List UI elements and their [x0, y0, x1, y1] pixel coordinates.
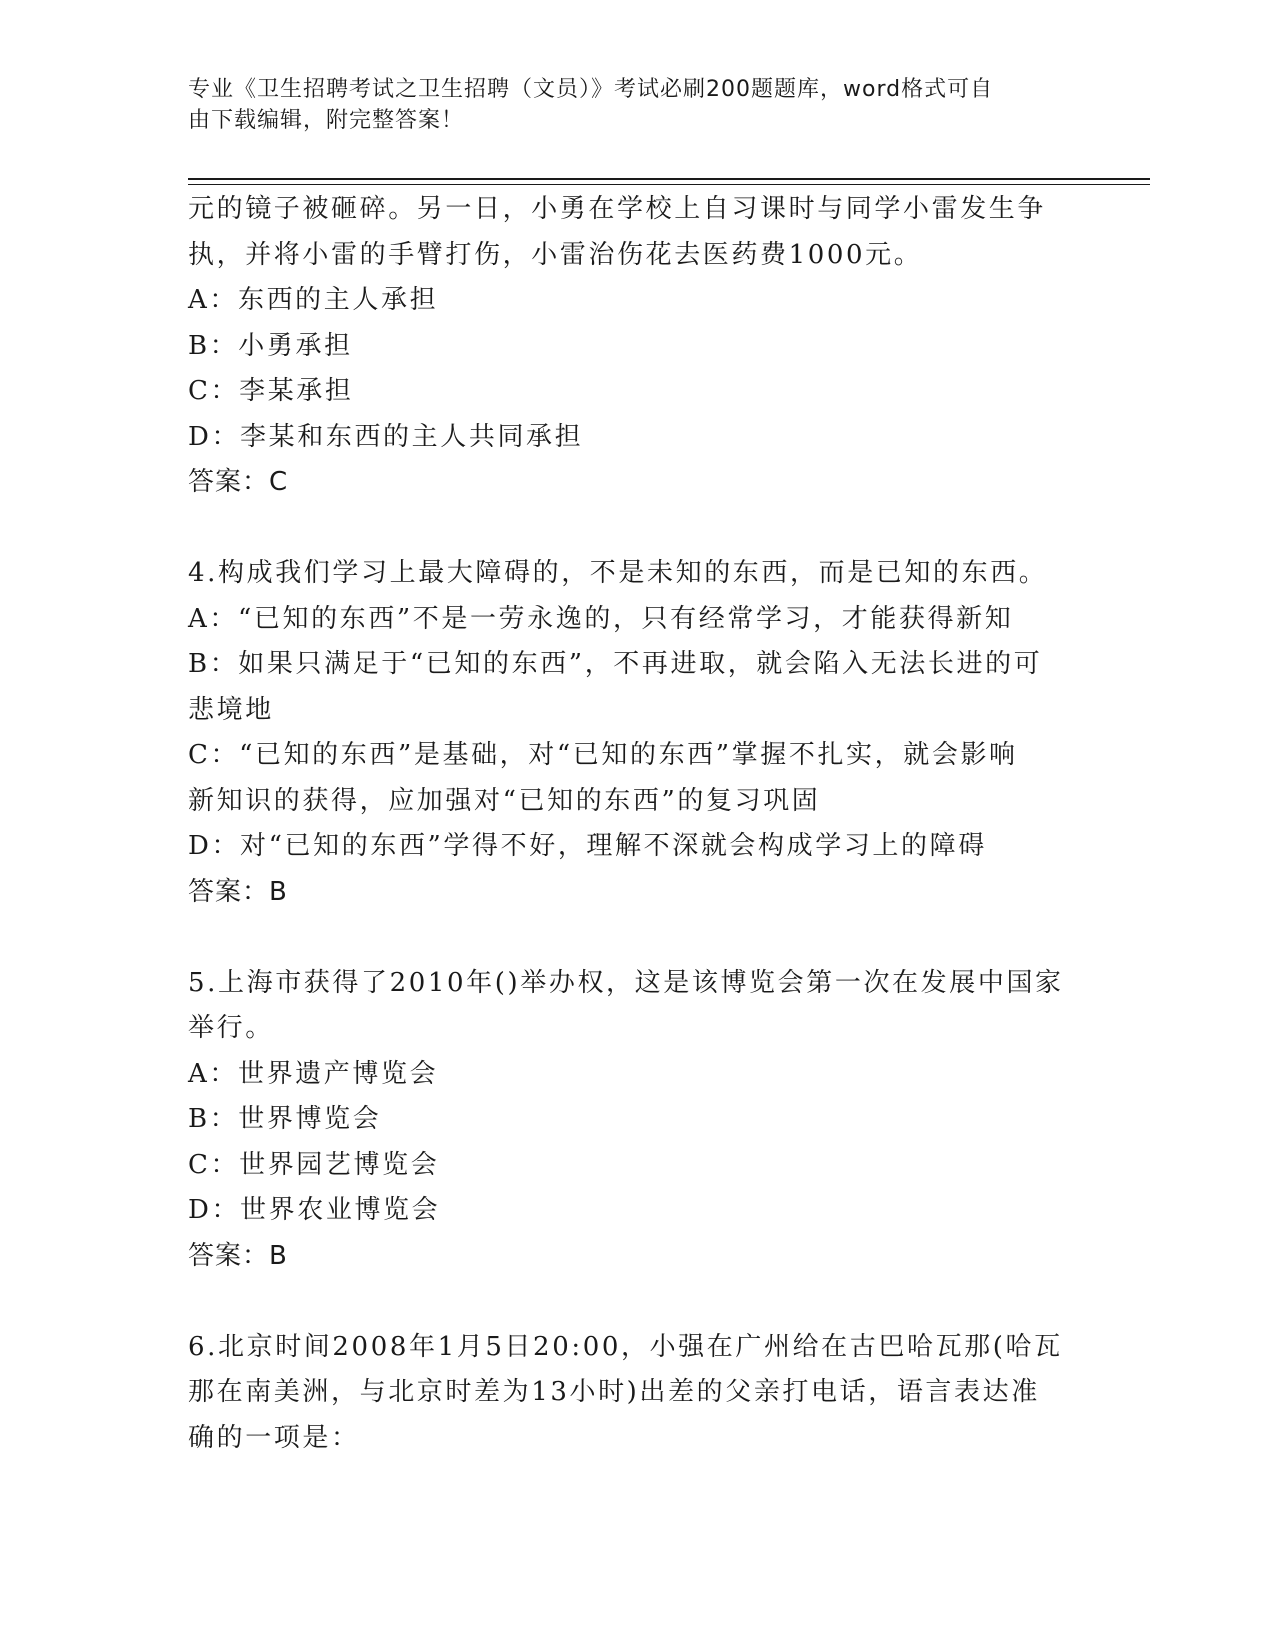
question-5-answer: 答案：B: [188, 1240, 288, 1271]
question-4-option-b-line-2: 悲境地: [188, 694, 274, 725]
question-5-block: [188, 961, 1088, 1280]
header-title-line-1: 专业《卫生招聘考试之卫生招聘（文员）》考试必刷200题题库，word格式可自: [188, 77, 994, 102]
question-3-block: [188, 187, 1088, 506]
header-divider-thick: [188, 178, 1150, 180]
question-4-text: 4.构成我们学习上最大障碍的，不是未知的东西，而是已知的东西。: [188, 558, 1048, 588]
question-3-option-c: C：李某承担: [188, 376, 354, 406]
question-3-option-a: A：东西的主人承担: [188, 285, 439, 315]
question-3-option-d: D：李某和东西的主人共同承担: [188, 421, 584, 452]
question-spacer: [188, 915, 1088, 961]
question-3-answer: 答案：C: [188, 467, 289, 497]
question-content: [188, 187, 1088, 1461]
question-4-answer: 答案：B: [188, 876, 288, 907]
question-5-option-b: B：世界博览会: [188, 1104, 382, 1134]
question-spacer: [188, 1279, 1088, 1325]
question-6-block: [188, 1325, 1088, 1462]
header-title-line-2: 由下载编辑，附完整答案！: [188, 108, 465, 133]
question-5-option-a: A：世界遗产博览会: [188, 1058, 439, 1089]
question-4-option-d: D：对“已知的东西”学得不好，理解不深就会构成学习上的障碍: [188, 831, 987, 861]
question-5-option-d: D：世界农业博览会: [188, 1195, 441, 1225]
question-6-text-line-2: 那在南美洲，与北京时差为13小时)出差的父亲打电话，语言表达准: [188, 1377, 1040, 1407]
question-spacer: [188, 506, 1088, 552]
question-4-option-c-line-1: C：“已知的东西”是基础，对“已知的东西”掌握不扎实，就会影响: [188, 740, 1018, 770]
question-6-text-line-1: 6.北京时间2008年1月5日20:00，小强在广州给在古巴哈瓦那(哈瓦: [188, 1331, 1063, 1362]
page-header: [188, 74, 1088, 136]
question-5-option-c: C：世界园艺博览会: [188, 1149, 440, 1180]
question-4-option-a: A：“已知的东西”不是一劳永逸的，只有经常学习，才能获得新知: [188, 603, 1014, 634]
question-4-option-b-line-1: B：如果只满足于“已知的东西”，不再进取，就会陷入无法长进的可: [188, 649, 1043, 679]
question-5-text-line-2: 举行。: [188, 1013, 274, 1043]
question-6-text-line-3: 确的一项是：: [188, 1422, 360, 1453]
question-3-option-b: B：小勇承担: [188, 330, 353, 361]
question-5-text-line-1: 5.上海市获得了2010年()举办权，这是该博览会第一次在发展中国家: [188, 967, 1064, 998]
question-3-text-line-1: 元的镜子被砸碎。另一日，小勇在学校上自习课时与同学小雷发生争: [188, 194, 1047, 224]
question-3-text-line-2: 执，并将小雷的手臂打伤，小雷治伤花去医药费1000元。: [188, 239, 923, 270]
question-4-option-c-line-2: 新知识的获得，应加强对“已知的东西”的复习巩固: [188, 785, 821, 816]
question-4-block: [188, 551, 1088, 915]
header-divider-thin: [188, 184, 1150, 185]
